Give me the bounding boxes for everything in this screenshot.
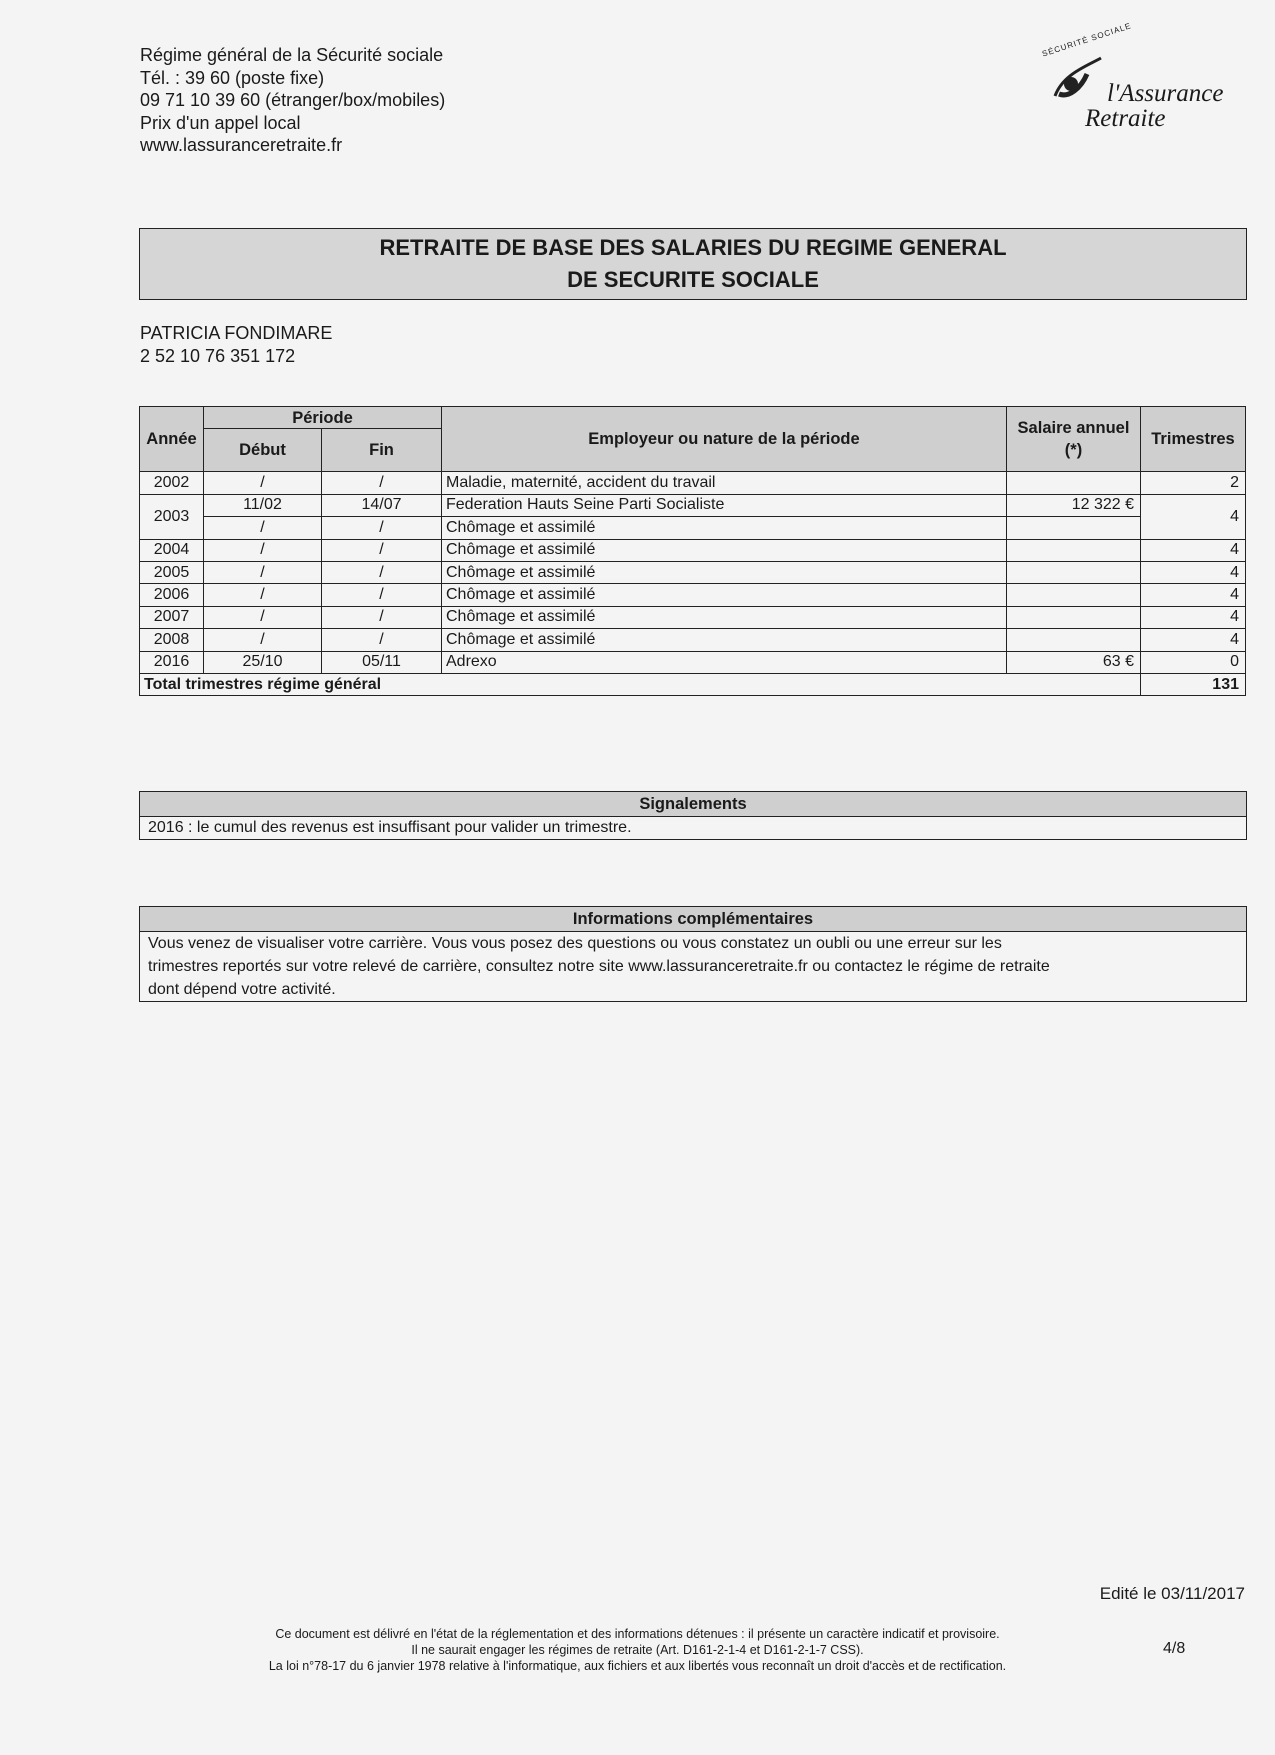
cell-salary (1007, 629, 1141, 651)
cell-employer: Maladie, maternité, accident du travail (442, 472, 1007, 494)
cell-employer: Chômage et assimilé (442, 606, 1007, 628)
header-start: Début (204, 429, 322, 472)
cell-salary: 12 322 € (1007, 494, 1141, 516)
title-line2: DE SECURITE SOCIALE (567, 267, 819, 292)
table-row (140, 629, 1246, 651)
cell-salary (1007, 539, 1141, 561)
cell-employer: Chômage et assimilé (442, 517, 1007, 539)
cell-start: / (204, 629, 322, 651)
legal-footer (0, 1626, 1275, 1674)
page-number: 4/8 (1163, 1640, 1186, 1657)
footer-line: Ce document est délivré en l'état de la réglementation et des informations détenues : il présente un caractère indicatif et provisoire. (275, 1627, 1000, 1641)
table-row (140, 539, 1246, 561)
cell-end: / (322, 629, 442, 651)
logo-arc-text: SÉCURITÉ SOCIALE (1041, 21, 1133, 59)
total-value: 131 (1141, 673, 1246, 695)
contact-block (140, 44, 445, 157)
cell-salary (1007, 517, 1141, 539)
signalements-heading: Signalements (140, 792, 1246, 817)
contact-line: Prix d'un appel local (140, 112, 301, 133)
header-employer: Employeur ou nature de la période (442, 407, 1007, 472)
cell-start: / (204, 472, 322, 494)
cell-end: 05/11 (322, 651, 442, 673)
infos-line: dont dépend votre activité. (148, 981, 336, 998)
contact-line: Régime général de la Sécurité sociale (140, 45, 444, 65)
cell-employer: Chômage et assimilé (442, 539, 1007, 561)
person-name: PATRICIA FONDIMARE (140, 323, 333, 343)
footer-line: Il ne saurait engager les régimes de retraite (Art. D161-2-1-4 et D161-2-1-7 CSS). (411, 1643, 864, 1657)
logo-text-line1: l'Assurance (1107, 80, 1224, 107)
infos-body (140, 932, 1246, 1001)
total-label: Total trimestres régime général (140, 673, 1141, 695)
cell-start: / (204, 584, 322, 606)
cell-salary (1007, 561, 1141, 583)
contact-website: www.lassuranceretraite.fr (140, 135, 343, 155)
document-title-banner (139, 228, 1247, 300)
cell-end: / (322, 539, 442, 561)
table-row (140, 517, 1246, 539)
table-row (140, 606, 1246, 628)
cell-salary (1007, 584, 1141, 606)
cell-salary (1007, 472, 1141, 494)
table-row (140, 561, 1246, 583)
cell-year: 2007 (140, 606, 204, 628)
cell-end: / (322, 561, 442, 583)
cell-end: / (322, 517, 442, 539)
total-row (140, 673, 1246, 695)
table-row (140, 584, 1246, 606)
cell-quarters: 4 (1141, 561, 1246, 583)
cell-salary (1007, 606, 1141, 628)
infos-line: trimestres reportés sur votre relevé de carrière, consultez notre site www.lassuranceretraite.fr ou contactez le régime de retraite (148, 958, 1050, 975)
edited-date: Edité le 03/11/2017 (1099, 1584, 1245, 1603)
infos-heading: Informations complémentaires (140, 907, 1246, 932)
header-end: Fin (322, 429, 442, 472)
contact-line: Tél. : 39 60 (poste fixe) (140, 67, 325, 88)
infos-line: Vous venez de visualiser votre carrière. Vous vous posez des questions ou vous constatez un oubli ou une erreur sur les (148, 935, 1002, 952)
cell-employer: Adrexo (442, 651, 1007, 673)
cell-start: 11/02 (204, 494, 322, 516)
cell-year: 2005 (140, 561, 204, 583)
cell-year: 2003 (140, 494, 204, 539)
signalements-box (139, 791, 1247, 840)
career-table (139, 406, 1246, 696)
cell-quarters: 4 (1141, 494, 1246, 539)
cell-end: / (322, 606, 442, 628)
cell-quarters: 4 (1141, 629, 1246, 651)
cell-quarters: 4 (1141, 539, 1246, 561)
cell-year: 2002 (140, 472, 204, 494)
contact-line: 09 71 10 39 60 (étranger/box/mobiles) (140, 90, 446, 110)
title-line1: RETRAITE DE BASE DES SALARIES DU REGIME GENERAL (379, 235, 1007, 260)
assurance-retraite-logo (1035, 21, 1250, 140)
cell-year: 2016 (140, 651, 204, 673)
header-quarters: Trimestres (1141, 407, 1246, 472)
cell-quarters: 4 (1141, 606, 1246, 628)
footer-line: La loi n°78-17 du 6 janvier 1978 relative à l'informatique, aux fichiers et aux libertés vous reconnaît un droit d'accès et de rectification. (268, 1659, 1007, 1673)
cell-quarters: 0 (1141, 651, 1246, 673)
table-row (140, 494, 1246, 516)
cell-start: / (204, 517, 322, 539)
header-year: Année (140, 407, 204, 472)
cell-year: 2006 (140, 584, 204, 606)
cell-year: 2004 (140, 539, 204, 561)
cell-start: / (204, 606, 322, 628)
signalements-text: 2016 : le cumul des revenus est insuffisant pour valider un trimestre. (140, 817, 1246, 839)
person-ssn: 2 52 10 76 351 172 (140, 346, 296, 366)
cell-employer: Chômage et assimilé (442, 561, 1007, 583)
cell-end: 14/07 (322, 494, 442, 516)
cell-employer: Chômage et assimilé (442, 584, 1007, 606)
cell-end: / (322, 584, 442, 606)
cell-quarters: 2 (1141, 472, 1246, 494)
logo-text-line2: Retraite (1085, 105, 1166, 132)
header-salary: Salaire annuel (*) (1007, 407, 1141, 472)
cell-year: 2008 (140, 629, 204, 651)
cell-start: / (204, 539, 322, 561)
cell-quarters: 4 (1141, 584, 1246, 606)
table-row (140, 651, 1246, 673)
cell-employer: Federation Hauts Seine Parti Socialiste (442, 494, 1007, 516)
cell-end: / (322, 472, 442, 494)
cell-start: 25/10 (204, 651, 322, 673)
header-period: Période (204, 407, 442, 429)
cell-start: / (204, 561, 322, 583)
table-row (140, 472, 1246, 494)
cell-salary: 63 € (1007, 651, 1141, 673)
infos-box (139, 906, 1247, 1002)
person-info (140, 322, 332, 368)
cell-employer: Chômage et assimilé (442, 629, 1007, 651)
